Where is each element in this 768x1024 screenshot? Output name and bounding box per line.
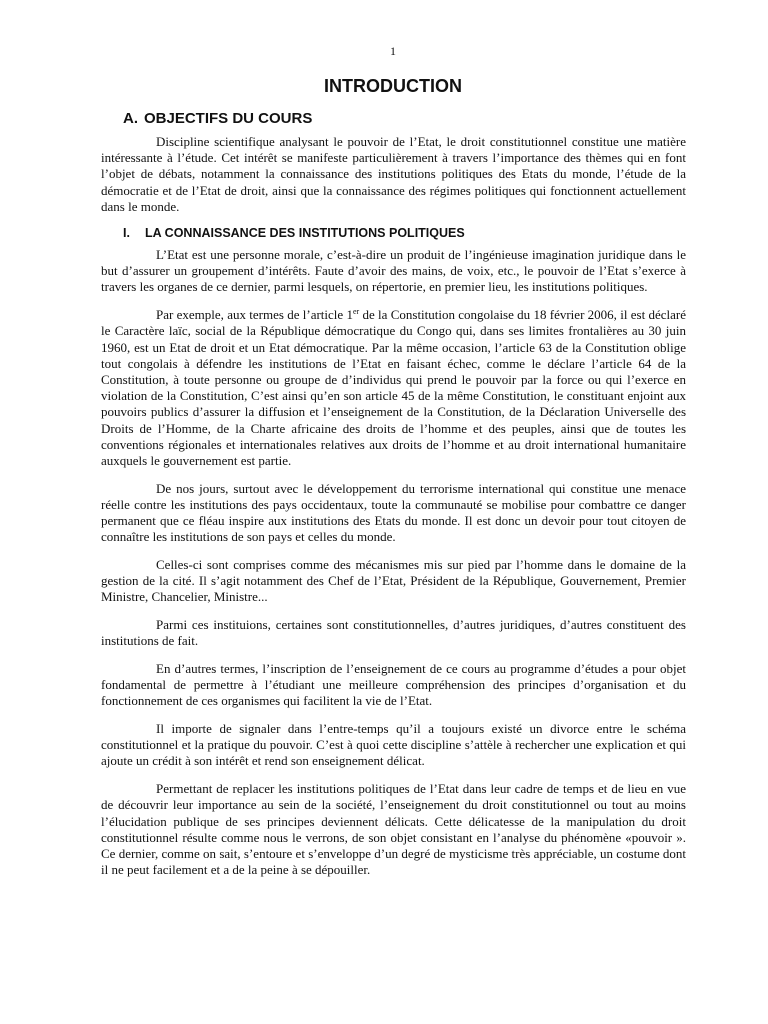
superscript-er: er — [352, 307, 360, 317]
subsection-number: I. — [123, 226, 130, 240]
paragraph-terrorisme: De nos jours, surtout avec le développement du terrorisme international qui constitue une menace réelle contre les institutions des pays occidentaux, toute la communauté se mobilise pour combattre ce danger permanent que ce fléau inspire aux institutions des Etats du monde. Il est donc un devoir pour tout citoyen de connaître les institutions de son pays et celles du monde. — [101, 480, 686, 545]
page-title: INTRODUCTION — [324, 76, 462, 96]
paragraph-objet-cours: En d’autres termes, l’inscription de l’enseignement de ce cours au programme d’études a pour objet fondamental de permettre à l’étudiant une meilleure compréhension des principes d’organisation et du fonctionnement de ces organismes qui facilitent la vie de l’Etat. — [101, 660, 686, 709]
paragraph-constitution-congolaise — [101, 307, 686, 469]
body-text — [101, 247, 686, 878]
paragraph-institutions-types: Parmi ces instituions, certaines sont constitutionnelles, d’autres juridiques, d’autres constituent des institutions de fait. — [101, 617, 686, 649]
section-number: A. — [123, 110, 138, 127]
paragraph-divorce: Il importe de signaler dans l’entre-temps qu’il a toujours existé un divorce entre le schéma constitutionnel et la pratique du pouvoir. C’est à quoi cette discipline s’attèle à rechercher une explication et qui ajoute un crédit à son intérêt et rend son enseignement délicat. — [101, 721, 686, 769]
section-title: OBJECTIFS DU COURS — [144, 110, 313, 127]
page-number: 1 — [390, 44, 396, 58]
paragraph-text-start: Par exemple, aux termes de l’article 1 — [156, 307, 353, 323]
section-heading — [123, 109, 312, 129]
paragraph-etat-personne-morale: L’Etat est une personne morale, c’est-à-dire un produit de l’ingénieuse imagination juridique dans le but d’assurer un groupement d’intérêts. Faute d’avoir des mains, de voix, etc., le pouvoir de l’Etat s’exerce à travers les organes de ce dernier, parmi lesquels, on répertorie, en premier lieu, les institutions politiques. — [101, 247, 686, 295]
paragraph-pouvoir: Permettant de replacer les institutions politiques de l’Etat dans leur cadre de temps et de lieu en vue de découvrir leur importance au sein de la société, l’enseignement du droit constitutionnel ou tout au moins l’élucidation publique de ses principes deviennent délicats. Cette délicatesse de la manipulation du droit constitutionnel résulte comme nous le verrons, de son objet consistant en l’analyse du phénomène «pouvoir ». Ce dernier, comme on sait, s’entoure et s’enveloppe d’un degré de mysticisme très appréciable, un costume dont il ne peut facilement et a de la peine à se dépouiller. — [101, 781, 686, 878]
paragraph-text-rest: de la Constitution congolaise du 18 février 2006, il est déclaré le Caractère laïc, social de la République démocratique du Congo qui, dans ses limites frontalières au 30 juin 1960, est un Etat de droit et un Etat démocratique. Par la même occasion, l’article 63 de la Constitution oblige tout congolais à défendre les institutions de l’Etat en faisant échec, comme le déclare l’article 64 de la Constitution, à toute personne ou groupe de d’individus qui prend le pouvoir par la force ou qui l’exerce en violation de la Constitution, C’est ainsi qu’en son article 45 de la même Constitution, le constituant enjoint aux pouvoirs publics d’assurer la diffusion et l’enseignement de la Constitution, de la Déclaration Universelle des Droits de l’Homme, de la Charte africaine des droits de l’homme et des peuples, ainsi que de toutes les conventions régionales et internationales relatives aux droits de l’homme et au droit international humanitaire auxquels le gouvernement est partie. — [101, 307, 686, 468]
section-intro — [101, 134, 686, 215]
subsection-heading — [123, 224, 465, 242]
paragraph-mecanismes: Celles-ci sont comprises comme des mécanismes mis sur pied par l’homme dans le domaine de la gestion de la cité. Il s’agit notamment des Chef de l’Etat, Président de la République, Gouvernement, Premier Ministre, Chancelier, Ministre... — [101, 556, 686, 605]
subsection-title: LA CONNAISSANCE DES INSTITUTIONS POLITIQUES — [145, 226, 465, 240]
intro-paragraph: Discipline scientifique analysant le pouvoir de l’Etat, le droit constitutionnel constitue une matière intéressante à l’étude. Cet intérêt se manifeste particulièrement à travers l’importance des thèmes qui en font l’objet de débats, notamment la connaissance des institutions politiques des Etats du monde, l’étude de la démocratie et de l’Etat de droit, ainsi que la connaissance des régimes politiques qui fonctionnent actuellement dans le monde. — [101, 134, 686, 214]
